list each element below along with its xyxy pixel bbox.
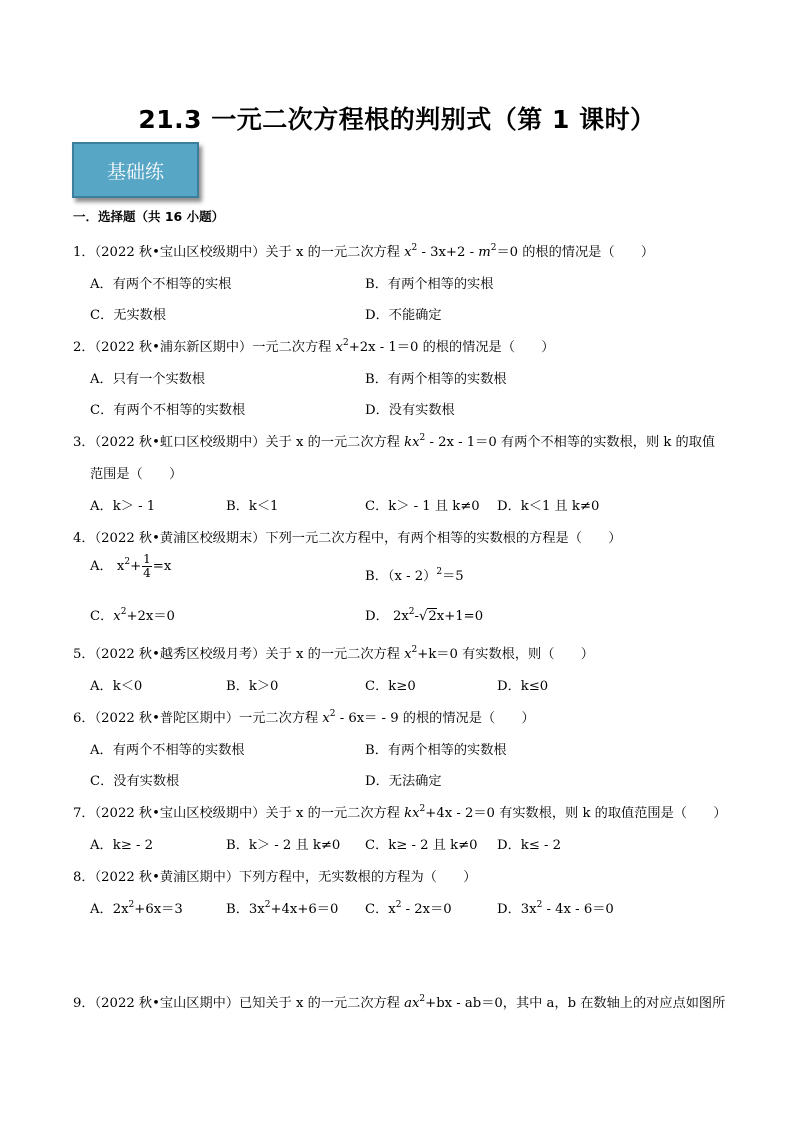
question-8: 8．（2022 秋•黄浦区期中）下列方程中，无实数根的方程为（ ） [73,870,477,885]
q1-option-c[interactable]: C．无实数根 [90,308,167,323]
question-1: 1．（2022 秋•宝山区校级期中）关于 x 的一元二次方程 $x^2 - 3x+2 - m^2=0$ 的根的情况是（ ） [73,243,655,260]
q8-option-c[interactable]: C．$x^2 - 2x=0$ [365,900,452,917]
q2-option-a[interactable]: A．只有一个实数根 [90,372,206,387]
question-4: 4．（2022 秋•黄浦区校级期末）下列一元二次方程中，有两个相等的实数根的方程是（ ） [73,531,622,546]
q8-option-b[interactable]: B．$3x^2+4x+6=0$ [226,900,339,917]
q4-option-a[interactable]: A． $x^2+$ $\frac{1}{4}$ =x [90,552,172,580]
q7-option-a[interactable]: A．k≥ - 2 [90,838,153,853]
q7-option-d[interactable]: D．k≤ - 2 [497,838,562,853]
q7-option-b[interactable]: B．k＞ - 2 且 k≠0 [226,838,341,853]
q5-option-b[interactable]: B．k＞0 [226,679,279,694]
question-5: 5．（2022 秋•越秀区校级月考）关于 x 的一元二次方程 $x^2+k=0$ 有实数根，则（ ） [73,645,594,662]
q8-option-d[interactable]: D．$3x^2 - 4x - 6=0$ [497,900,614,917]
q6-option-a[interactable]: A．有两个不相等的实数根 [90,743,245,758]
question-3-line2: 范围是（ ） [90,467,183,482]
question-3: 3．（2022 秋•虹口区校级期中）关于 x 的一元二次方程 $kx^2 - 2x - 1=0$ 有两个不相等的实数根，则 k 的取值 [73,433,716,450]
q3-option-d[interactable]: D．k＜1 且 k≠0 [497,499,600,514]
q5-option-d[interactable]: D．k≤0 [497,679,549,694]
q2-option-c[interactable]: C．有两个不相等的实数根 [90,403,246,418]
fraction: $\frac{1}{4}$ [143,552,151,580]
q4-option-d[interactable]: D． $2x^2-√2x+1=0$ [365,607,484,624]
section-heading: 一．选择题（共 16 小题） [73,209,225,224]
q3-option-c[interactable]: C．k＞ - 1 且 k≠0 [365,499,480,514]
q4-option-b[interactable]: B．（x - 2）$^2$＝5 [365,567,464,584]
q3-option-a[interactable]: A．k＞ - 1 [90,499,156,514]
question-7: 7．（2022 秋•宝山区校级期中）关于 x 的一元二次方程 $kx^2+4x - 2=0$ 有实数根，则 k 的取值范围是（ ） [73,804,727,821]
page-title: 21.3 一元二次方程根的判别式（第 1 课时） [138,105,656,134]
q5-option-c[interactable]: C．k≥0 [365,679,416,694]
q2-option-d[interactable]: D．没有实数根 [365,403,455,418]
question-9: 9．（2022 秋•宝山区期中）已知关于 x 的一元二次方程 $ax^2+bx - ab=0$，其中 a，b 在数轴上的对应点如图所 [73,994,726,1011]
q5-option-a[interactable]: A．k＜0 [90,679,143,694]
q6-option-b[interactable]: B．有两个相等的实数根 [365,743,507,758]
section-badge: 基础练 [72,142,199,198]
q8-option-a[interactable]: A．$2x^2+6x=3$ [90,900,183,917]
q6-option-d[interactable]: D．无法确定 [365,774,442,789]
q1-option-d[interactable]: D．不能确定 [365,308,442,323]
q3-option-b[interactable]: B．k＜1 [226,499,279,514]
question-2: 2．（2022 秋•浦东新区期中）一元二次方程 $x^2+2x - 1=0$ 的根的情况是（ ） [73,338,555,355]
q6-option-c[interactable]: C．没有实数根 [90,774,180,789]
q2-option-b[interactable]: B．有两个相等的实数根 [365,372,507,387]
q7-option-c[interactable]: C．k≥ - 2 且 k≠0 [365,838,478,853]
q4-option-c[interactable]: C．$x^2+2x=0$ [90,607,175,624]
question-6: 6．（2022 秋•普陀区期中）一元二次方程 $x^2 - 6x= - 9$ 的根的情况是（ ） [73,709,535,726]
q1-option-a[interactable]: A．有两个不相等的实根 [90,277,232,292]
q1-option-b[interactable]: B．有两个相等的实根 [365,277,494,292]
